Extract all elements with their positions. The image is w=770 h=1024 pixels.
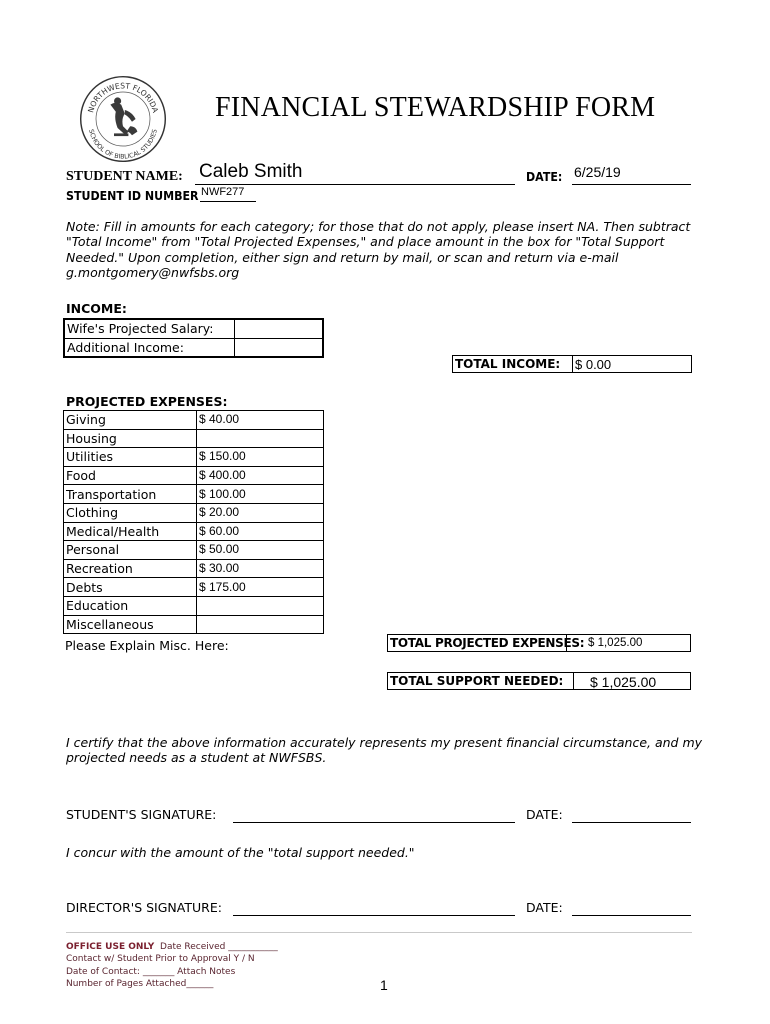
total-expenses-label: TOTAL PROJECTED EXPENSES: <box>390 636 585 650</box>
misc-explain-label: Please Explain Misc. Here: <box>65 638 229 653</box>
date-label: DATE: <box>526 170 563 184</box>
student-id-value: NWF277 <box>201 186 245 198</box>
expense-value[interactable]: $ 100.00 <box>197 485 324 504</box>
student-name-value: Caleb Smith <box>199 161 303 182</box>
income-heading: INCOME: <box>66 301 127 316</box>
total-support-label: TOTAL SUPPORT NEEDED: <box>390 674 564 688</box>
total-support-value[interactable]: $ 1,025.00 <box>590 674 657 690</box>
divider <box>66 932 692 933</box>
total-income-box <box>452 355 692 373</box>
student-id-label: STUDENT ID NUMBER <box>66 189 199 203</box>
form-title: FINANCIAL STEWARDSHIP FORM <box>215 92 656 123</box>
table-row <box>64 522 324 541</box>
student-name-field[interactable] <box>195 160 515 185</box>
total-income-label: TOTAL INCOME: <box>455 357 561 371</box>
income-row-label: Additional Income: <box>64 338 235 357</box>
expense-value[interactable]: $ 30.00 <box>197 559 324 578</box>
expense-label: Medical/Health <box>64 522 197 541</box>
instructions-note: Note: Fill in amounts for each category; for those that do not apply, please insert NA. Then subtract "Total Income" from "Total Projected Expenses," and place amount in the box for "Total Support Needed." Upon completion, either sign and return by mail, or scan and return via e-mail g.montgomery@nwfsbs.org <box>66 219 691 280</box>
expense-label: Clothing <box>64 503 197 522</box>
table-row <box>64 615 324 634</box>
total-support-box <box>387 672 691 690</box>
expense-value[interactable]: $ 400.00 <box>197 466 324 485</box>
date-field[interactable] <box>572 163 691 185</box>
student-date-field[interactable] <box>572 808 691 823</box>
expense-value[interactable]: $ 20.00 <box>197 503 324 522</box>
expense-label: Debts <box>64 578 197 597</box>
table-row <box>64 448 324 467</box>
table-row <box>64 429 324 448</box>
office-line-3: Date of Contact: _______ Attach Notes <box>66 966 236 977</box>
office-date-received: Date Received ___________ <box>160 942 278 952</box>
expense-label: Food <box>64 466 197 485</box>
expense-label: Personal <box>64 541 197 560</box>
expense-value[interactable]: $ 40.00 <box>197 411 324 430</box>
table-row <box>64 596 324 615</box>
expense-label: Giving <box>64 411 197 430</box>
expense-label: Recreation <box>64 559 197 578</box>
certify-statement: I certify that the above information accurately represents my present financial circumstance, and my projected needs as a student at NWFSBS. <box>66 735 703 765</box>
expense-label: Housing <box>64 429 197 448</box>
expenses-table <box>63 410 324 634</box>
student-name-label: STUDENT NAME: <box>66 169 183 184</box>
table-row <box>64 503 324 522</box>
table-row <box>64 485 324 504</box>
table-row <box>64 411 324 430</box>
date-value: 6/25/19 <box>574 164 621 180</box>
office-use-heading: OFFICE USE ONLY <box>66 942 155 952</box>
student-id-field[interactable] <box>200 186 256 202</box>
school-seal-logo <box>78 74 168 164</box>
svg-text:SCHOOL OF BIBLICAL STUDIES: SCHOOL OF BIBLICAL STUDIES <box>87 128 159 161</box>
income-row-label: Wife's Projected Salary: <box>64 319 235 338</box>
expense-value[interactable]: $ 60.00 <box>197 522 324 541</box>
total-expenses-box <box>387 634 691 652</box>
student-signature-label: STUDENT'S SIGNATURE: <box>66 807 217 822</box>
expense-label: Utilities <box>64 448 197 467</box>
expense-value[interactable]: $ 150.00 <box>197 448 324 467</box>
office-line-4: Number of Pages Attached______ <box>66 979 214 990</box>
student-date-label: DATE: <box>526 807 563 822</box>
income-row-value[interactable] <box>235 338 324 357</box>
expense-value[interactable] <box>197 596 324 615</box>
table-row <box>64 319 323 338</box>
director-date-label: DATE: <box>526 900 563 915</box>
expense-value[interactable]: $ 175.00 <box>197 578 324 597</box>
concur-statement: I concur with the amount of the "total support needed." <box>66 845 415 860</box>
expense-label: Miscellaneous <box>64 615 197 634</box>
table-row <box>64 559 324 578</box>
page-number: 1 <box>380 977 388 993</box>
income-table <box>63 318 324 358</box>
office-use-block <box>66 941 278 991</box>
expense-value[interactable] <box>197 615 324 634</box>
expense-label: Transportation <box>64 485 197 504</box>
table-row <box>64 338 323 357</box>
expense-value[interactable]: $ 50.00 <box>197 541 324 560</box>
director-date-field[interactable] <box>572 901 691 916</box>
total-expenses-value[interactable]: $ 1,025.00 <box>588 637 643 649</box>
office-line-1 <box>66 941 278 953</box>
total-income-value[interactable]: $ 0.00 <box>575 357 612 372</box>
table-row <box>64 466 324 485</box>
table-row <box>64 541 324 560</box>
office-line-2: Contact w/ Student Prior to Approval Y / N <box>66 954 255 965</box>
director-signature-label: DIRECTOR'S SIGNATURE: <box>66 900 222 915</box>
expense-label: Education <box>64 596 197 615</box>
director-signature-field[interactable] <box>233 901 515 916</box>
income-row-value[interactable] <box>235 319 324 338</box>
student-signature-field[interactable] <box>233 808 515 823</box>
svg-text:NORTHWEST FLORIDA: NORTHWEST FLORIDA <box>86 81 160 114</box>
table-row <box>64 578 324 597</box>
expenses-heading: PROJECTED EXPENSES: <box>66 394 228 409</box>
expense-value[interactable] <box>197 429 324 448</box>
